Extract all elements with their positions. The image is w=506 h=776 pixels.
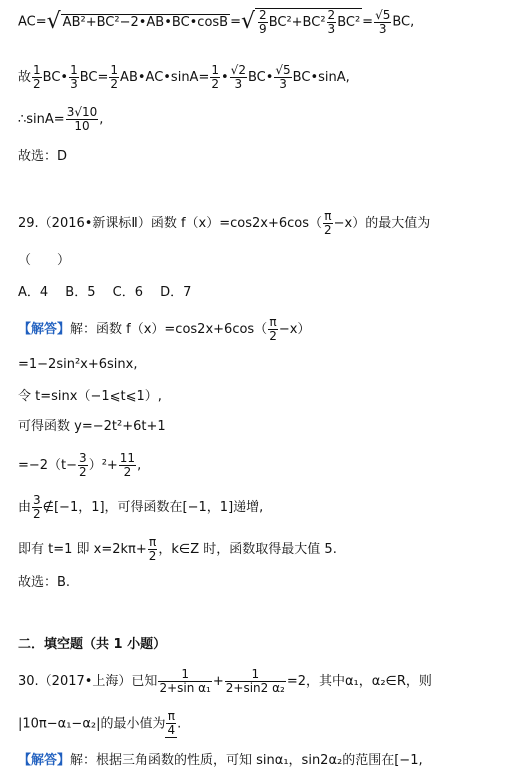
solution-step: =1−2sin²x+6sinx, xyxy=(18,357,138,372)
radicand: AB²+BC²−2•AB•BC•cosB xyxy=(62,14,229,30)
fraction: $\frac{3√10}{10}$ xyxy=(66,105,98,133)
fraction: $\frac{1}{2}$ xyxy=(33,63,41,91)
question-30-stem: 30.（2017•上海）已知 $\frac{1}{\text{2+sin α₁}}$ + $\frac{1}{\text{2+sin2 α₂}}$ =2，其中α₁，α₂∈R，则 xyxy=(18,667,432,695)
fraction: $\frac{\pi}{2}$ xyxy=(324,209,332,237)
solution-header: 【解答】解：函数 f（x）=cos2x+6cos（ $\frac{\pi}{2}$ −x） xyxy=(18,315,311,343)
solution-step: 由 $\frac{3}{2}$ ∉[−1，1]，可得函数在[−1，1]递增, xyxy=(18,493,264,521)
fraction: $\frac{3}{2}$ xyxy=(79,451,87,479)
fraction: $\frac{√5}{3}$ xyxy=(275,63,291,91)
question-29-options: A．4 B．5 C．6 D．7 xyxy=(18,285,192,300)
solution-header: 【解答】解：根据三角函数的性质，可知 sinα₁，sin2α₂的范围在[−1, xyxy=(18,753,423,768)
sqrt-expression xyxy=(47,11,230,33)
fraction: $\frac{2}{3}$ xyxy=(327,8,336,36)
fraction: $\frac{1}{\text{2+sin α₁}}$ xyxy=(159,667,211,695)
radical-icon: √ xyxy=(46,9,61,34)
fraction: $\frac{11}{2}$ xyxy=(119,451,136,479)
solution-step: 即有 t=1 即 x=2kπ+ $\frac{\pi}{2}$ ，k∈Z 时，函数取得最大值 5. xyxy=(18,535,337,563)
solution-step: 可得函数 y=−2t²+6t+1 xyxy=(18,419,166,434)
sqrt-expression: √ $\frac{2}{9}$ BC²+BC² $\frac{2}{3}$ BC² xyxy=(241,8,361,36)
question-30-line2: |10π−α₁−α₂|的最小值为 $\frac{\pi}{4}$ . xyxy=(18,709,182,737)
fraction: $\frac{1}{2}$ xyxy=(110,63,119,91)
fraction: $\frac{\pi}{4}$ xyxy=(167,709,176,737)
equation-area: 故 $\frac{1}{2}$ BC• $\frac{1}{3}$ BC= $\frac{1}{2}$ AB•AC•sinA= $\frac{1}{2}$ • $\frac{√2}{3}$ BC• $\frac{√5}{3}$ BC•sinA, xyxy=(18,63,350,91)
fraction: $\frac{\pi}{2}$ xyxy=(148,535,157,563)
answer-line: 故选：B. xyxy=(18,575,71,590)
fraction: $\frac{3}{2}$ xyxy=(33,493,41,521)
section-title: 二．填空题（共 1 小题） xyxy=(18,637,167,652)
question-29-stem: 29.（2016•新课标Ⅱ）函数 f（x）=cos2x+6cos（ $\frac{\pi}{2}$ −x）的最大值为 xyxy=(18,209,431,237)
solution-step: 令 t=sinx（−1⩽t⩽1）, xyxy=(18,389,162,404)
equation-ac: AC=√ AB²+BC²−2•AB•BC•cosB =√ $\frac{2}{9}$ BC²+BC² $\frac{2}{3}$ BC² = $\frac{√5}{3}$ BC, xyxy=(18,7,415,36)
fraction: $\frac{1}{3}$ xyxy=(70,63,78,91)
radical-icon: √ xyxy=(241,9,256,34)
fraction: $\frac{√2}{3}$ xyxy=(230,63,246,91)
equation-sina: ∴sinA= $\frac{3√10}{10}$ , xyxy=(18,105,104,133)
fraction: $\frac{√5}{3}$ xyxy=(375,7,391,36)
answer-tag: 【解答】 xyxy=(18,753,71,768)
answer-line: 故选：D xyxy=(18,149,68,164)
fraction: $\frac{2}{9}$ xyxy=(259,8,267,36)
answer-blank xyxy=(165,710,177,738)
text: AC= xyxy=(18,14,47,30)
solution-step: =−2（t− $\frac{3}{2}$ ）²+ $\frac{11}{2}$ , xyxy=(18,451,142,479)
fraction: $\frac{1}{2}$ xyxy=(211,63,219,91)
text: = xyxy=(230,14,242,30)
fraction: $\frac{\pi}{2}$ xyxy=(269,315,277,343)
answer-tag: 【解答】 xyxy=(18,322,71,337)
fraction: $\frac{1}{\text{2+sin2 α₂}}$ xyxy=(225,667,285,695)
answer-blank: （ ） xyxy=(18,253,71,268)
